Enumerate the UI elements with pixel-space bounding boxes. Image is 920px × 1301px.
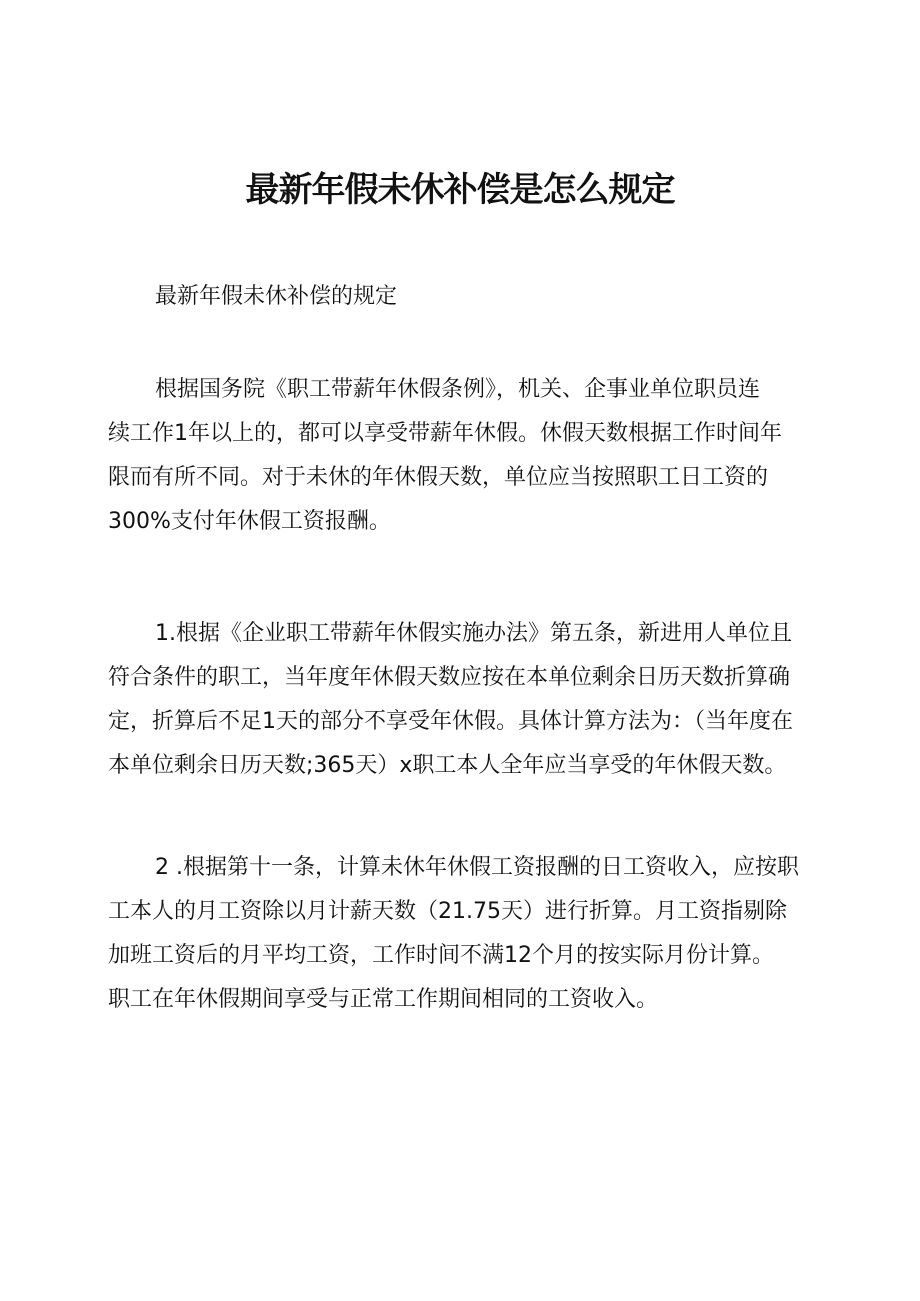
paragraph-line: 限而有所不同。对于未休的年休假天数，单位应当按照职工日工资的 [108,465,769,490]
paragraph-line: 根据国务院《职工带薪年休假条例》，机关、企事业单位职员连 [155,377,761,402]
paragraph-2 [108,612,828,788]
paragraph-line: 加班工资后的月平均工资，工作时间不满12个月的按实际月份计算。 [108,943,774,968]
document-title: 最新年假未休补偿是怎么规定 [245,170,675,210]
paragraph-line: 300%支付年休假工资报酬。 [108,509,391,534]
paragraph-1 [108,368,828,544]
paragraph-line: 定，折算后不足1天的部分不享受年休假。具体计算方法为：（当年度在 [108,709,793,734]
paragraph-line: 1.根据《企业职工带薪年休假实施办法》第五条，新进用人单位且 [155,621,792,646]
paragraph-line: 工本人的月工资除以月计薪天数（21.75天）进行折算。月工资指剔除 [108,899,787,924]
paragraph-line: 职工在年休假期间享受与正常工作期间相同的工资收入。 [108,987,659,1012]
paragraph-line: 符合条件的职工，当年度年休假天数应按在本单位剩余日历天数折算确 [108,665,791,690]
document-subtitle: 最新年假未休补偿的规定 [155,284,398,309]
paragraph-3 [108,846,828,1022]
paragraph-line: 2 .根据第十一条，计算未休年休假工资报酬的日工资收入，应按职 [155,855,799,880]
paragraph-line: 续工作1年以上的，都可以享受带薪年休假。休假天数根据工作时间年 [108,421,782,446]
paragraph-line: 本单位剩余日历天数;365天）x职工本人全年应当享受的年休假天数。 [108,753,787,778]
